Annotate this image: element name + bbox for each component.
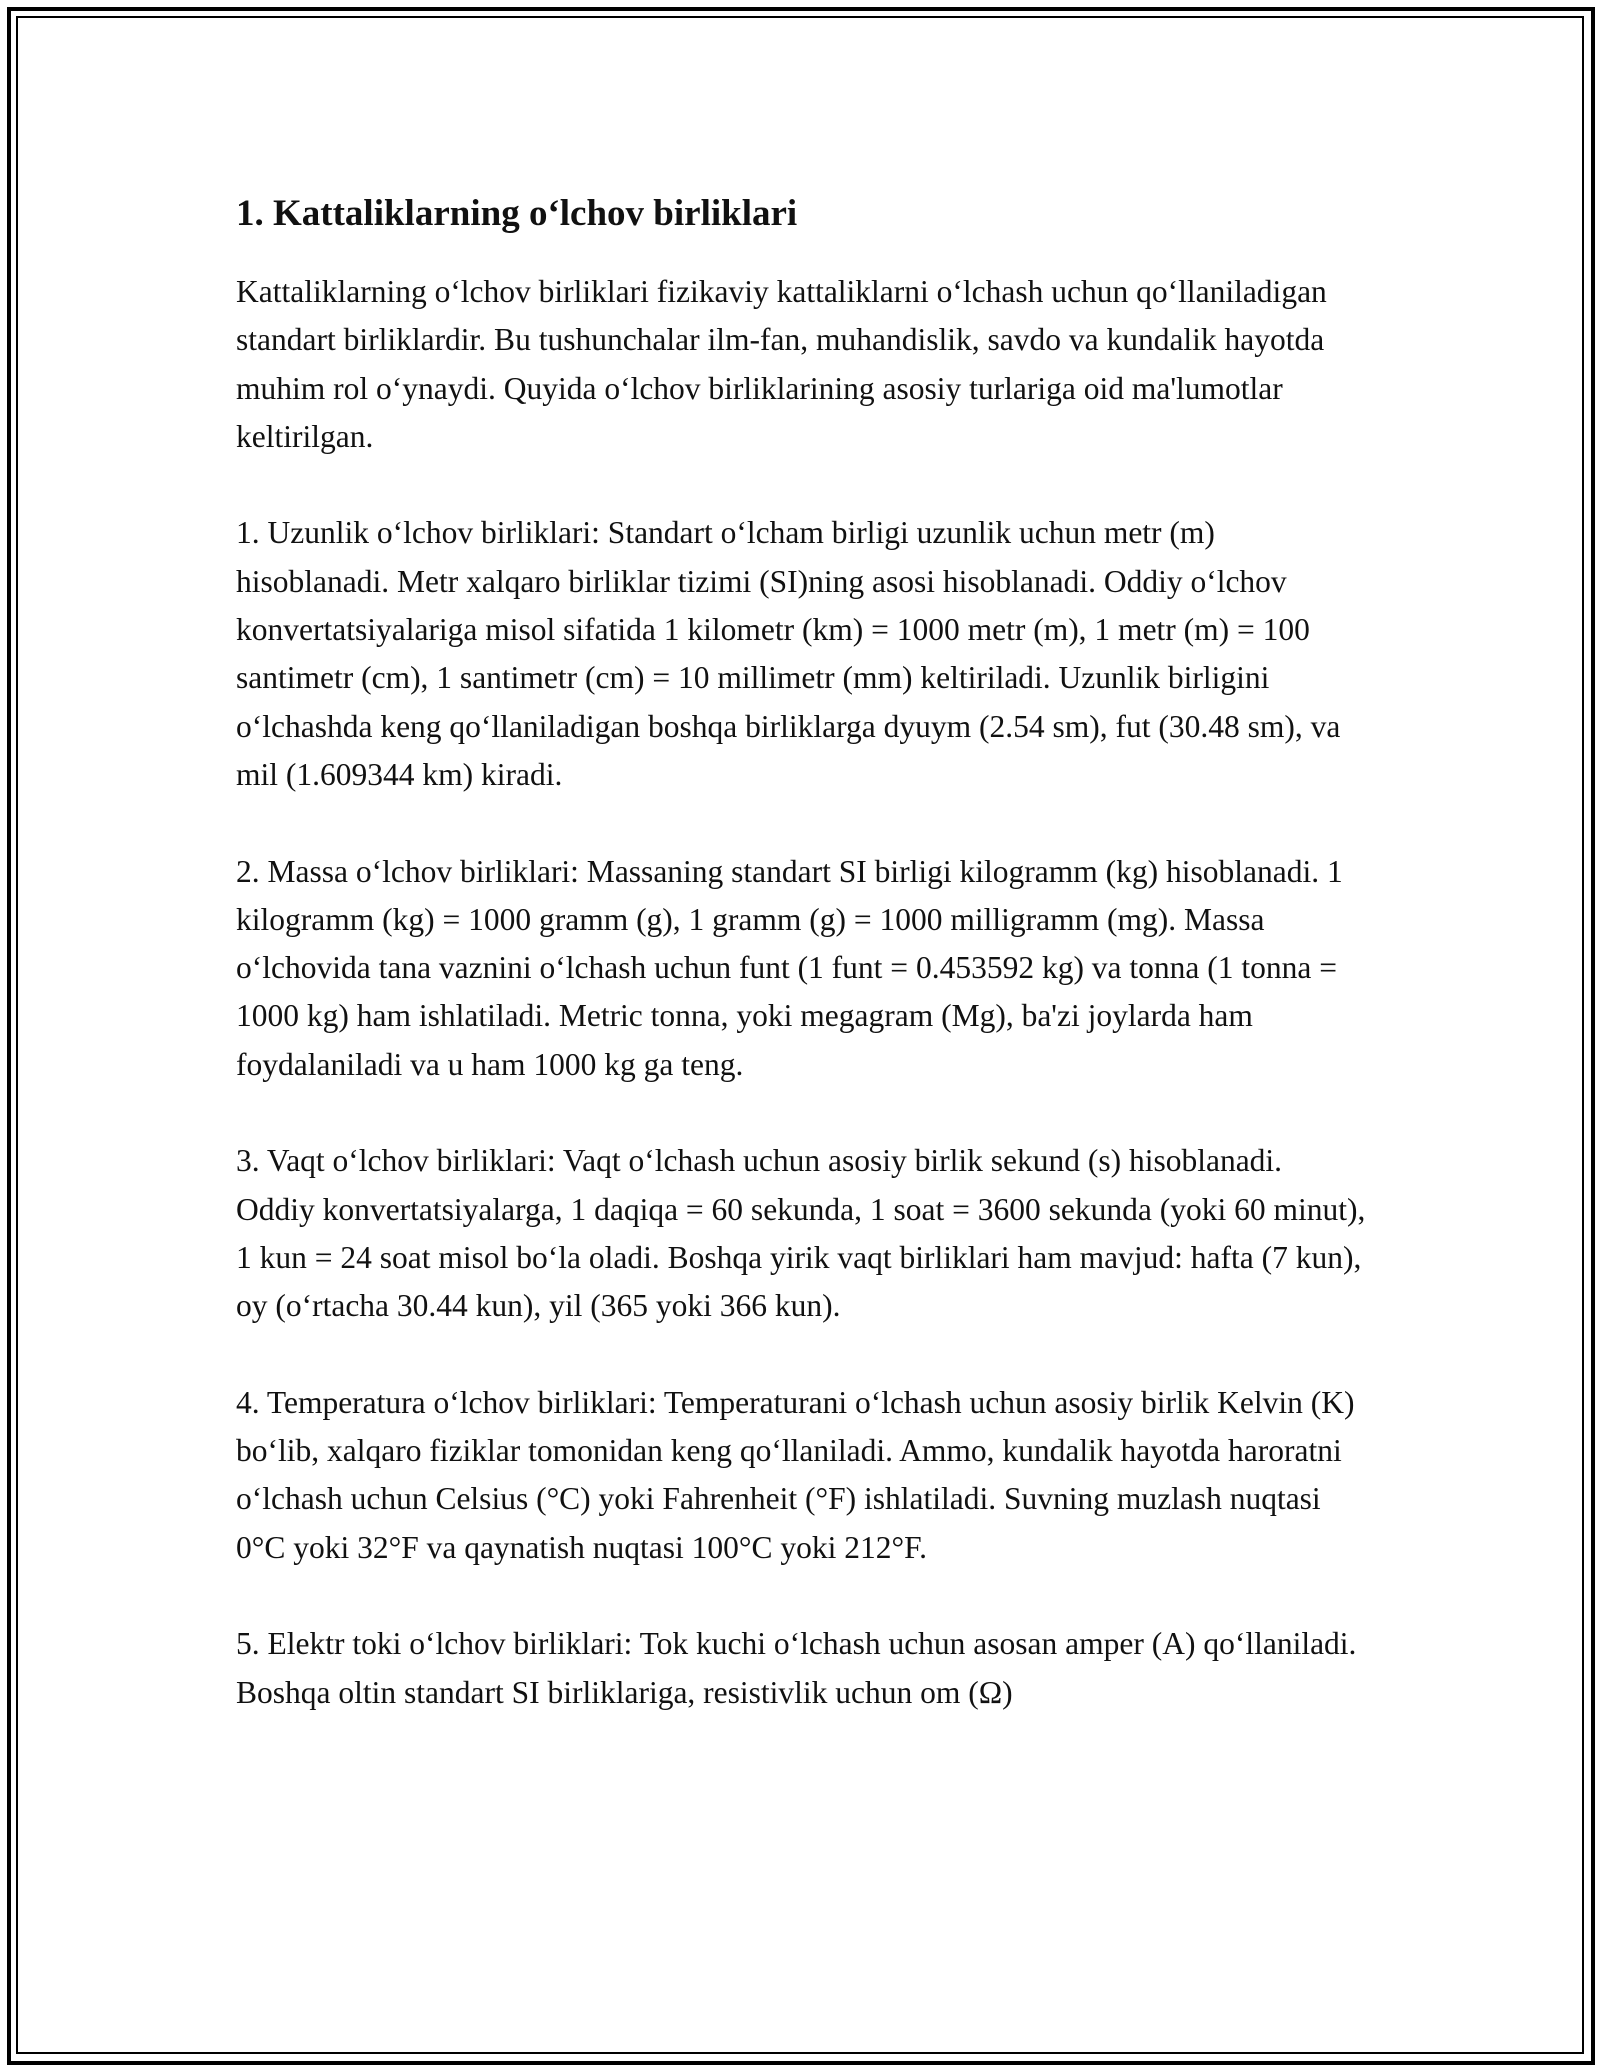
mass-units-paragraph: 2. Massa o‘lchov birliklari: Massaning standart SI birligi kilogramm (kg) hisoblanadi. 1 kilogramm (kg) = 1000 gramm (g), 1 gramm (g) = 1000 milligramm (mg). Massa o‘lchovida tana vaznini o‘lchash uchun funt (1 funt = 0.453592 kg) va tonna (1 tonna = 1000 kg) ham ishlatiladi. Metric tonna, yoki megagram (Mg), ba'zi joylarda ham foydalaniladi va u ham 1000 kg ga teng.	[236, 853, 1343, 1082]
time-units-paragraph: 3. Vaqt o‘lchov birliklari: Vaqt o‘lchash uchun asosiy birlik sekund (s) hisoblanadi. Oddiy konvertatsiyalarga, 1 daqiqa = 60 sekunda, 1 soat = 3600 sekunda (yoki 60 minut), 1 kun = 24 soat misol bo‘la oladi. Boshqa yirik vaqt birliklari ham mavjud: hafta (7 kun), oy (o‘rtacha 30.44 kun), yil (365 yoki 366 kun).	[236, 1143, 1366, 1324]
intro-paragraph: Kattaliklarning o‘lchov birliklari fizikaviy kattaliklarni o‘lchash uchun qo‘llaniladigan standart birliklardir. Bu tushunchalar ilm-fan, muhandislik, savdo va kundalik hayotda muhim rol o‘ynaydi. Quyida o‘lchov birliklarining asosiy turlariga oid ma'lumotlar keltirilgan.	[236, 274, 1327, 454]
electric-current-units-paragraph: 5. Elektr toki o‘lchov birliklari: Tok kuchi o‘lchash uchun asosan amper (A) qo‘llaniladi. Boshqa oltin standart SI birliklariga, resistivlik uchun om (Ω)	[236, 1626, 1357, 1710]
document-body	[236, 186, 1366, 1765]
temperature-units-paragraph: 4. Temperatura o‘lchov birliklari: Temperaturani o‘lchash uchun asosiy birlik Kelvin (K) bo‘lib, xalqaro fiziklar tomonidan keng qo‘llaniladi. Ammo, kundalik hayotda haroratni o‘lchash uchun Celsius (°C) yoki Fahrenheit (°F) ishlatiladi. Suvning muzlash nuqtasi 0°C yoki 32°F va qaynatish nuqtasi 100°C yoki 212°F.	[236, 1384, 1355, 1565]
length-units-paragraph: 1. Uzunlik o‘lchov birliklari: Standart o‘lcham birligi uzunlik uchun metr (m) hisoblanadi. Metr xalqaro birliklar tizimi (SI)ning asosi hisoblanadi. Oddiy o‘lchov konvertatsiyalariga misol sifatida 1 kilometr (km) = 1000 metr (m), 1 metr (m) = 100 santimetr (cm), 1 santimetr (cm) = 10 millimetr (mm) keltiriladi. Uzunlik birligini o‘lchashda keng qo‘llaniladigan boshqa birliklarga dyuym (2.54 sm), fut (30.48 sm), va mil (1.609344 km) kiradi.	[236, 515, 1341, 792]
document-title: 1. Kattaliklarning o‘lchov birliklari	[236, 193, 798, 234]
